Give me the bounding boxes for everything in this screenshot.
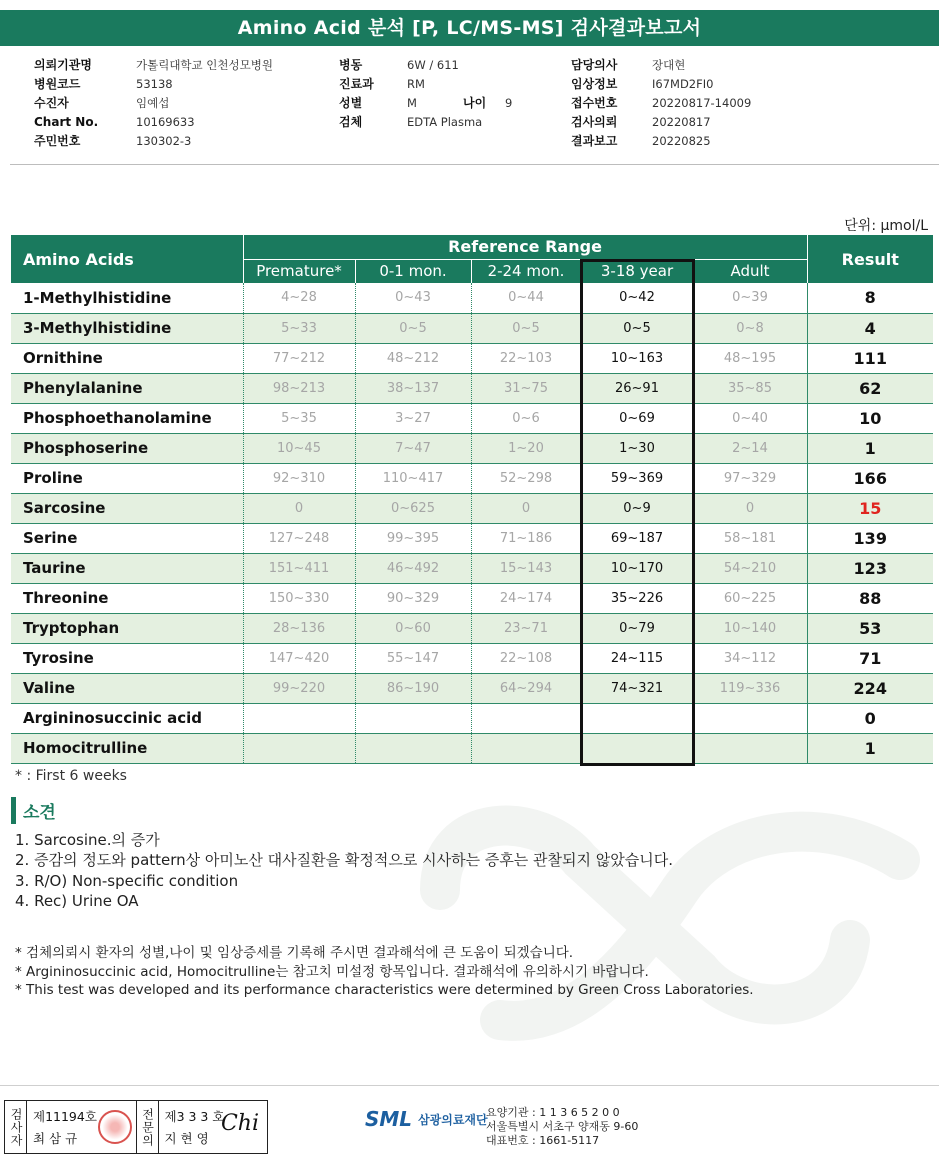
- amino-acid-table: [11, 235, 933, 764]
- table-row: [11, 283, 933, 313]
- table-row: [11, 583, 933, 613]
- info-label: 결과보고: [571, 134, 618, 148]
- reference-range-cell: 48~195: [693, 343, 807, 373]
- reference-range-cell: 0~44: [471, 283, 581, 313]
- info-value: 가톨릭대학교 인천성모병원: [136, 58, 273, 72]
- info-label: 병원코드: [34, 77, 81, 91]
- reference-range-cell: [693, 733, 807, 763]
- amino-acid-name: Sarcosine: [11, 493, 243, 523]
- signer-name: 지 현 영: [164, 1131, 209, 1146]
- reference-range-cell: [471, 733, 581, 763]
- handwritten-signature: Chi: [220, 1111, 259, 1136]
- reference-range-cell: 0~6: [471, 403, 581, 433]
- info-label: 나이: [463, 96, 487, 110]
- reference-range-cell: 35~226: [581, 583, 693, 613]
- reference-range-cell: 1~30: [581, 433, 693, 463]
- amino-acid-name: Homocitrulline: [11, 733, 243, 763]
- reference-range-cell: 10~163: [581, 343, 693, 373]
- amino-acid-name: Argininosuccinic acid: [11, 703, 243, 733]
- reference-range-cell: 77~212: [243, 343, 355, 373]
- reference-range-cell: 3~27: [355, 403, 471, 433]
- info-value: 9: [505, 96, 513, 110]
- reference-range-cell: 10~140: [693, 613, 807, 643]
- reference-range-cell: 5~35: [243, 403, 355, 433]
- reference-range-cell: 147~420: [243, 643, 355, 673]
- info-value: 20220817: [652, 115, 711, 129]
- info-value: 20220825: [652, 134, 711, 148]
- info-value: 임예섭: [136, 96, 170, 110]
- info-label: 주민번호: [34, 134, 81, 148]
- header-amino-acids: Amino Acids: [11, 235, 243, 283]
- reference-range-cell: 2~14: [693, 433, 807, 463]
- reference-range-cell: 60~225: [693, 583, 807, 613]
- table-row: [11, 463, 933, 493]
- report-title: Amino Acid 분석 [P, LC/MS-MS] 검사결과보고서: [0, 10, 939, 46]
- reference-range-cell: 127~248: [243, 523, 355, 553]
- result-value: 15: [807, 493, 933, 523]
- amino-acid-name: 1-Methylhistidine: [11, 283, 243, 313]
- info-value: 장대현: [652, 58, 686, 72]
- result-value: 4: [807, 313, 933, 343]
- note-item: * Argininosuccinic acid, Homocitrulline는 참고치 미설정 항목입니다. 결과해석에 유의하시기 바랍니다.: [15, 963, 649, 980]
- header-ref-column: Premature*: [243, 259, 355, 283]
- amino-acid-name: Threonine: [11, 583, 243, 613]
- signer-role-label: 전문의: [137, 1101, 159, 1153]
- patient-info-col3: [571, 56, 751, 151]
- reference-range-cell: [693, 703, 807, 733]
- signature-box: [4, 1100, 268, 1154]
- table-row: [11, 403, 933, 433]
- info-value: I67MD2FI0: [652, 77, 714, 91]
- result-value: 0: [807, 703, 933, 733]
- reference-range-cell: 92~310: [243, 463, 355, 493]
- reference-range-cell: [355, 733, 471, 763]
- reference-range-cell: [471, 703, 581, 733]
- notes-list: [15, 944, 754, 1000]
- reference-range-cell: 64~294: [471, 673, 581, 703]
- reference-range-cell: 150~330: [243, 583, 355, 613]
- info-label: 임상정보: [571, 77, 618, 91]
- header-result: Result: [807, 235, 933, 283]
- result-value: 1: [807, 733, 933, 763]
- amino-acid-name: Proline: [11, 463, 243, 493]
- reference-range-cell: 0~9: [581, 493, 693, 523]
- header-ref-column: 0-1 mon.: [355, 259, 471, 283]
- reference-range-cell: 10~170: [581, 553, 693, 583]
- reference-range-cell: 54~210: [693, 553, 807, 583]
- info-label: 접수번호: [571, 96, 618, 110]
- amino-acid-name: Phosphoethanolamine: [11, 403, 243, 433]
- reference-range-cell: 10~45: [243, 433, 355, 463]
- info-label: 병동: [339, 58, 363, 72]
- reference-range-cell: 0: [693, 493, 807, 523]
- table-row: [11, 613, 933, 643]
- header-reference-range: Reference Range: [243, 235, 807, 259]
- amino-acid-name: Phenylalanine: [11, 373, 243, 403]
- info-value: 20220817-14009: [652, 96, 752, 110]
- reference-range-cell: 4~28: [243, 283, 355, 313]
- reference-range-cell: 98~213: [243, 373, 355, 403]
- reference-range-cell: 15~143: [471, 553, 581, 583]
- reference-range-cell: 0~625: [355, 493, 471, 523]
- info-label: 담당의사: [571, 58, 618, 72]
- watermark-graphic: [380, 770, 939, 1070]
- reference-range-cell: 119~336: [693, 673, 807, 703]
- header-ref-column: 2-24 mon.: [471, 259, 581, 283]
- info-label: 수진자: [34, 96, 69, 110]
- info-value: EDTA Plasma: [407, 115, 483, 129]
- reference-range-cell: 34~112: [693, 643, 807, 673]
- reference-range-cell: [355, 703, 471, 733]
- info-label: 의뢰기관명: [34, 58, 92, 72]
- result-value: 10: [807, 403, 933, 433]
- heading-bar: [11, 797, 16, 824]
- table-body: [11, 283, 933, 763]
- reference-range-cell: 31~75: [471, 373, 581, 403]
- reference-range-cell: 99~395: [355, 523, 471, 553]
- header-ref-column: 3-18 year: [581, 259, 693, 283]
- amino-acid-name: Serine: [11, 523, 243, 553]
- reference-range-cell: 0~79: [581, 613, 693, 643]
- reference-range-cell: 28~136: [243, 613, 355, 643]
- org-logo: [365, 1107, 488, 1131]
- table-row: [11, 433, 933, 463]
- signer-name: 최 삼 규: [33, 1131, 78, 1146]
- result-value: 62: [807, 373, 933, 403]
- finding-item: 2. 증감의 정도와 pattern상 아미노산 대사질환을 확정적으로 시사하는 증후는 관찰되지 않았습니다.: [15, 851, 674, 870]
- amino-acid-name: Tryptophan: [11, 613, 243, 643]
- reference-range-cell: 0: [471, 493, 581, 523]
- result-value: 1: [807, 433, 933, 463]
- reference-range-cell: [243, 733, 355, 763]
- seal-stamp-icon: [98, 1110, 132, 1144]
- result-value: 71: [807, 643, 933, 673]
- info-value: 53138: [136, 77, 173, 91]
- reference-range-cell: 71~186: [471, 523, 581, 553]
- reference-range-cell: 59~369: [581, 463, 693, 493]
- amino-acid-name: 3-Methylhistidine: [11, 313, 243, 343]
- result-value: 139: [807, 523, 933, 553]
- org-info-line: 요양기관 : 1 1 3 6 5 2 0 0: [486, 1106, 620, 1119]
- unit-label: 단위: µmol/L: [844, 218, 928, 234]
- table-row: [11, 553, 933, 583]
- reference-range-cell: 97~329: [693, 463, 807, 493]
- findings-title: 소견: [23, 803, 56, 823]
- table-row: [11, 703, 933, 733]
- table-row: [11, 313, 933, 343]
- org-info-line: 대표번호 : 1661-5117: [486, 1134, 600, 1147]
- table-row: [11, 493, 933, 523]
- reference-range-cell: 0~43: [355, 283, 471, 313]
- reference-range-cell: 74~321: [581, 673, 693, 703]
- signer-role-label: 검사자: [5, 1101, 27, 1153]
- logo-mark-icon: SML: [365, 1107, 413, 1131]
- info-value: 6W / 611: [407, 58, 459, 72]
- reference-range-cell: 90~329: [355, 583, 471, 613]
- reference-range-cell: 0~40: [693, 403, 807, 433]
- signer-cell: [27, 1101, 137, 1153]
- note-item: * This test was developed and its performance characteristics were determined by Green Cross Laboratories.: [15, 982, 754, 998]
- reference-range-cell: 86~190: [355, 673, 471, 703]
- table-row: [11, 733, 933, 763]
- reference-range-cell: 0~39: [693, 283, 807, 313]
- patient-info-col2: [339, 56, 561, 132]
- result-value: 8: [807, 283, 933, 313]
- amino-acid-name: Ornithine: [11, 343, 243, 373]
- reference-range-cell: 38~137: [355, 373, 471, 403]
- findings-list: [15, 830, 673, 911]
- license-number: 제3 3 3 호: [164, 1109, 225, 1124]
- info-value: M: [407, 96, 417, 110]
- amino-acid-name: Valine: [11, 673, 243, 703]
- result-value: 123: [807, 553, 933, 583]
- reference-range-cell: 0: [243, 493, 355, 523]
- info-label: 검사의뢰: [571, 115, 618, 129]
- org-name: 삼광의료재단: [418, 1112, 488, 1127]
- reference-range-cell: 46~492: [355, 553, 471, 583]
- reference-range-cell: [581, 733, 693, 763]
- info-value: RM: [407, 77, 425, 91]
- finding-item: 4. Rec) Urine OA: [15, 891, 139, 910]
- info-value: 130302-3: [136, 134, 192, 148]
- info-label: Chart No.: [34, 115, 99, 129]
- reference-range-cell: 0~5: [581, 313, 693, 343]
- patient-info-col1: [34, 56, 273, 151]
- table-row: [11, 343, 933, 373]
- result-value: 224: [807, 673, 933, 703]
- info-label: 진료과: [339, 77, 374, 91]
- divider: [10, 164, 939, 165]
- reference-range-cell: 22~108: [471, 643, 581, 673]
- info-label: 성별: [339, 96, 363, 110]
- reference-range-cell: 7~47: [355, 433, 471, 463]
- findings-heading: [11, 797, 56, 824]
- info-value: 10169633: [136, 115, 195, 129]
- reference-range-cell: 1~20: [471, 433, 581, 463]
- table-row: [11, 643, 933, 673]
- finding-item: 1. Sarcosine.의 증가: [15, 831, 160, 849]
- reference-range-cell: [581, 703, 693, 733]
- signer-cell: [159, 1101, 268, 1153]
- reference-range-cell: 0~5: [471, 313, 581, 343]
- org-info-line: 서울특별시 서초구 양재동 9-60: [486, 1120, 639, 1133]
- amino-acid-name: Phosphoserine: [11, 433, 243, 463]
- reference-range-cell: 0~8: [693, 313, 807, 343]
- reference-range-cell: 24~174: [471, 583, 581, 613]
- info-label: 검체: [339, 115, 363, 129]
- table-footnote: * : First 6 weeks: [15, 768, 127, 784]
- reference-range-cell: 26~91: [581, 373, 693, 403]
- reference-range-cell: 55~147: [355, 643, 471, 673]
- result-value: 111: [807, 343, 933, 373]
- result-value: 53: [807, 613, 933, 643]
- reference-range-cell: 23~71: [471, 613, 581, 643]
- reference-range-cell: 151~411: [243, 553, 355, 583]
- result-value: 166: [807, 463, 933, 493]
- footer-divider: [0, 1085, 939, 1086]
- reference-range-cell: 0~42: [581, 283, 693, 313]
- license-number: 제11194호: [33, 1109, 97, 1124]
- reference-range-cell: 22~103: [471, 343, 581, 373]
- amino-acid-name: Taurine: [11, 553, 243, 583]
- reference-range-cell: [243, 703, 355, 733]
- finding-item: 3. R/O) Non-specific condition: [15, 871, 239, 890]
- reference-range-cell: 5~33: [243, 313, 355, 343]
- amino-acid-name: Tyrosine: [11, 643, 243, 673]
- table-row: [11, 373, 933, 403]
- reference-range-cell: 58~181: [693, 523, 807, 553]
- table-row: [11, 673, 933, 703]
- reference-range-cell: 35~85: [693, 373, 807, 403]
- reference-range-cell: 0~69: [581, 403, 693, 433]
- reference-range-cell: 48~212: [355, 343, 471, 373]
- header-ref-column: Adult: [693, 259, 807, 283]
- reference-range-cell: 0~60: [355, 613, 471, 643]
- reference-range-cell: 110~417: [355, 463, 471, 493]
- reference-range-cell: 0~5: [355, 313, 471, 343]
- note-item: * 검체의뢰시 환자의 성별,나이 및 임상증세를 기록해 주시면 결과해석에 큰 도움이 되겠습니다.: [15, 945, 574, 961]
- result-value: 88: [807, 583, 933, 613]
- reference-range-cell: 69~187: [581, 523, 693, 553]
- reference-range-cell: 52~298: [471, 463, 581, 493]
- reference-range-cell: 99~220: [243, 673, 355, 703]
- table-row: [11, 523, 933, 553]
- org-info: [486, 1106, 638, 1148]
- reference-range-cell: 24~115: [581, 643, 693, 673]
